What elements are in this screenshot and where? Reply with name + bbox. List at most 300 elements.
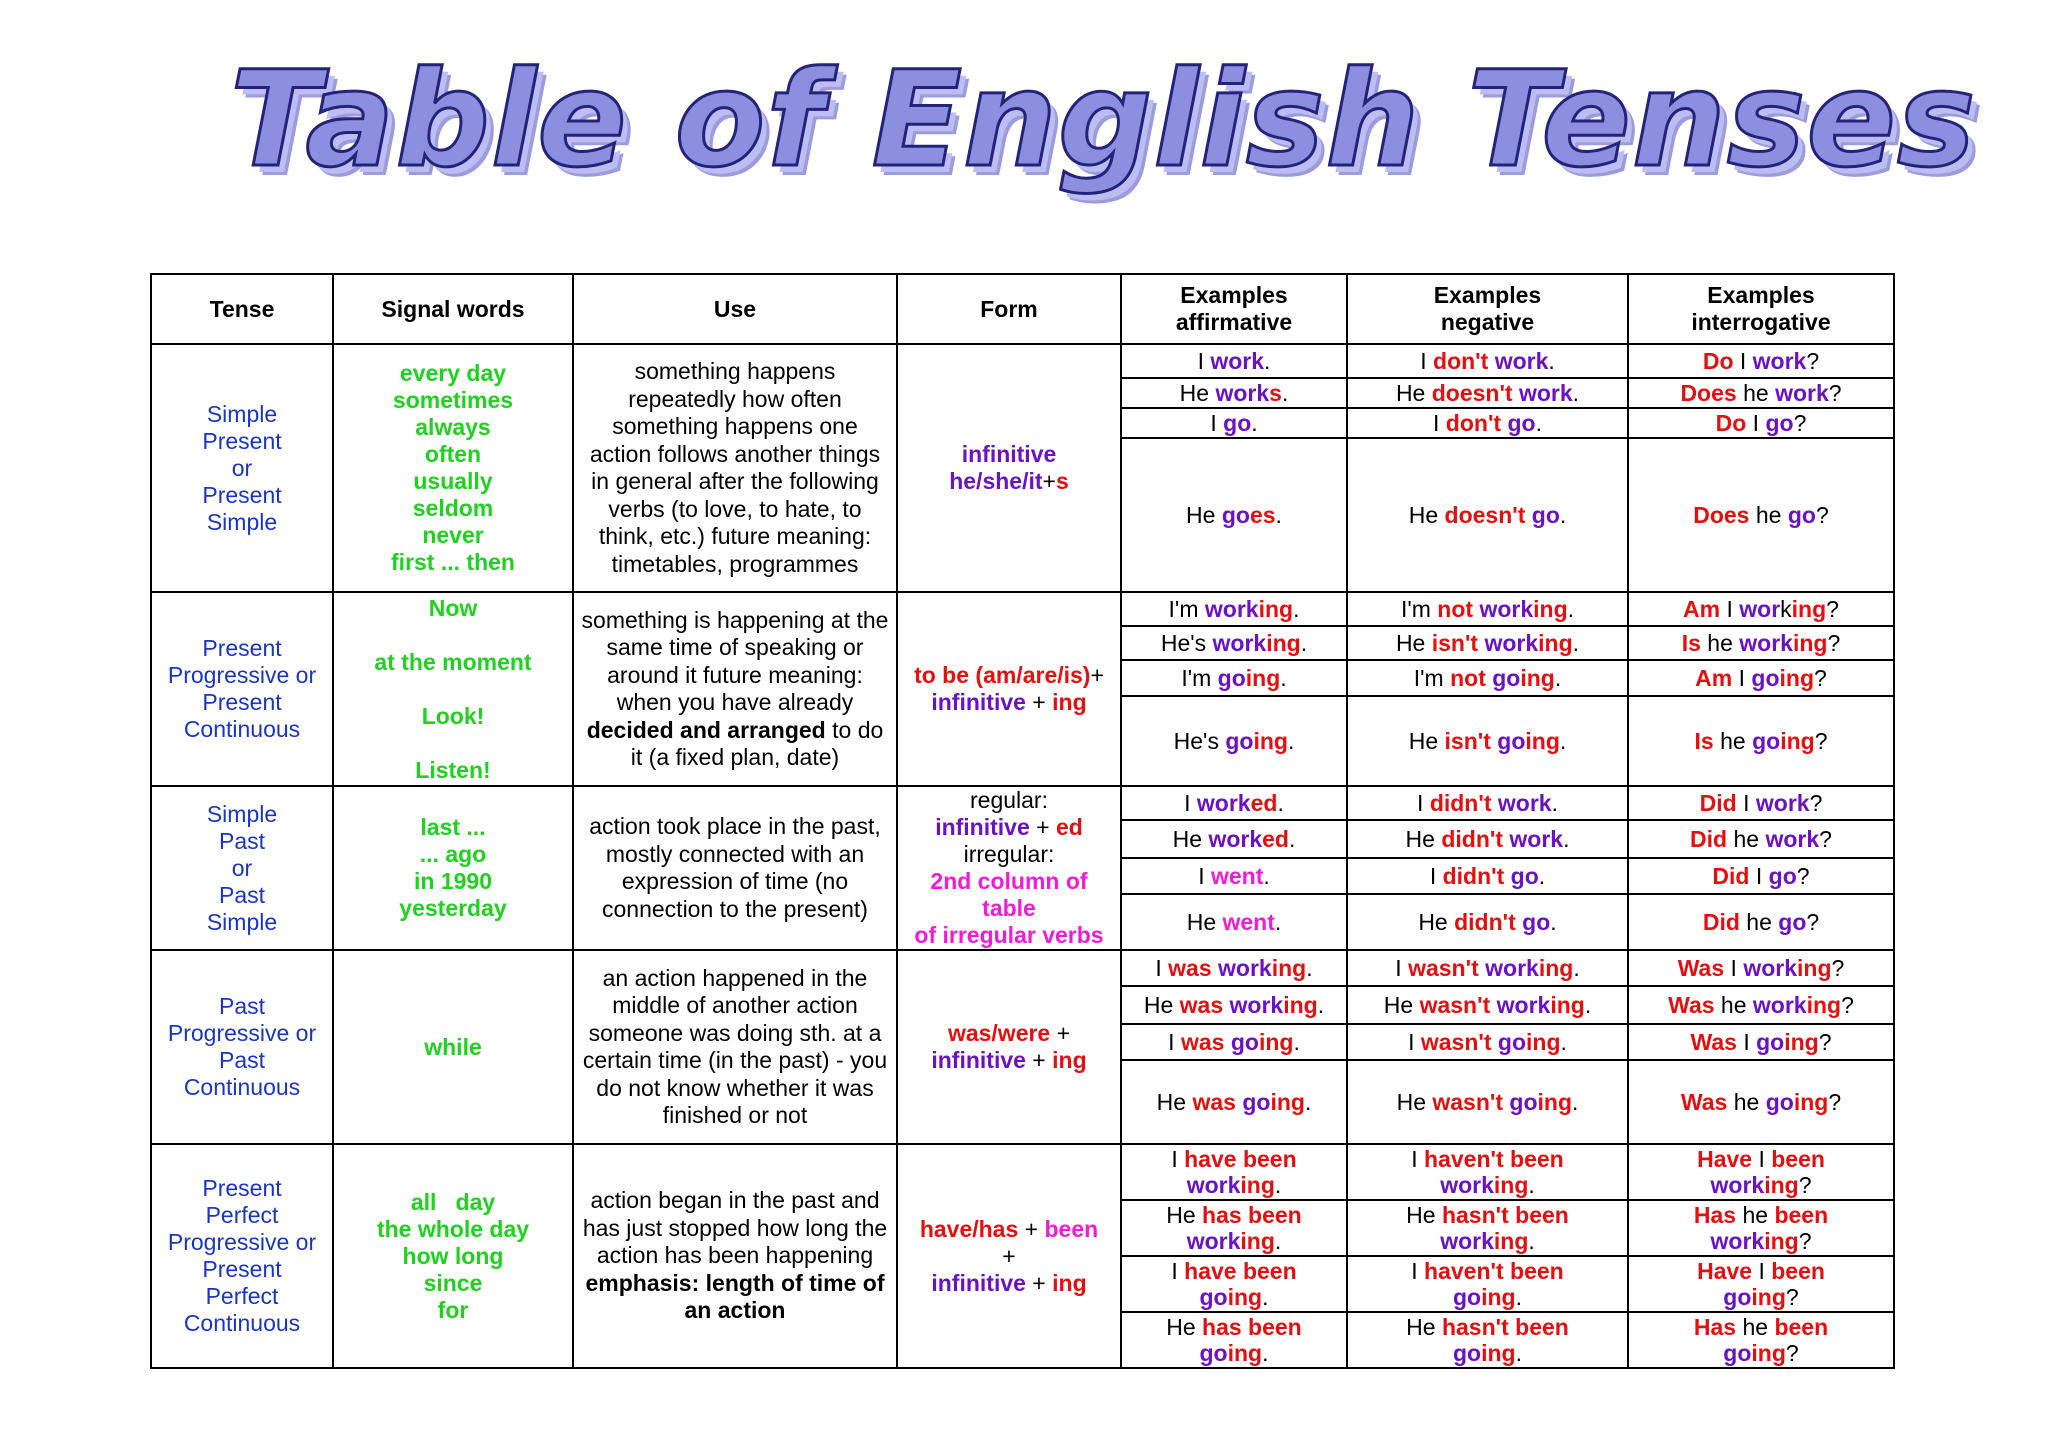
signal-word: sometimes [392,387,514,413]
example-part: Do [1715,409,1747,436]
example-part: Has [1693,1202,1737,1228]
example-part: ? [1814,727,1828,754]
example-part: . [1572,1088,1579,1115]
example-affirmative [1121,986,1347,1024]
example-part: work [1186,1228,1241,1254]
example-part: I [1749,862,1769,889]
tense-name-line: Present [202,689,282,715]
tense-name-cell [151,786,333,950]
example-part: I [1197,347,1211,374]
example-part: he [1736,1202,1775,1228]
signal-words-cell [333,592,573,786]
example-part: . [1551,789,1558,816]
header-examples-affirmative [1121,274,1347,344]
example-part: . [1560,1028,1567,1055]
tense-name-line: Progressive or [167,1229,317,1255]
example-part: work [1218,954,1272,981]
example-negative [1347,894,1628,950]
example-part: . [1535,409,1542,436]
example-negative [1347,1144,1628,1200]
example-interrogative [1628,696,1894,786]
example-part: . [1572,629,1580,656]
signal-words-cell [333,1144,573,1368]
example-interrogative [1628,1060,1894,1144]
use-cell [573,1144,897,1368]
example-part: work [1485,954,1539,981]
example-part: work [1710,1228,1765,1254]
example-part: He [1172,825,1209,852]
form-part: ed [1055,814,1083,840]
signal-word: in 1990 [414,868,492,894]
example-part: Did [1712,862,1750,889]
form-line [903,1270,1115,1297]
signal-word: while [424,1033,482,1060]
table-row-simple-past [151,786,1894,820]
example-part: . [1584,991,1592,1018]
example-part: work [1710,1172,1765,1198]
example-part: . [1300,629,1308,656]
form-part: infinitive [931,1047,1026,1073]
signal-word: since [423,1269,483,1296]
example-part: Am [1695,664,1733,691]
example-part: ? [1785,1284,1799,1310]
example-part: He [1406,1314,1442,1340]
tense-name-line: Simple [206,508,278,535]
form-part: was/were [947,1020,1051,1046]
form-line [903,1047,1115,1074]
example-part: . [1548,347,1555,374]
signal-word: all day [410,1188,496,1215]
example-part: work [1509,825,1564,852]
example-part: He [1383,991,1420,1018]
table-row-present-perfect-progressive [151,1144,1894,1200]
example-part: s [1269,379,1282,406]
example-part: Am [1683,595,1721,622]
example-part: I [1736,1028,1757,1055]
use-text: something happens repeatedly how often something happens one action follows another things in general after the following verbs (to love, to hate, to think, etc.) future meaning: timetables, programmes [589,358,881,577]
example-part: go [1223,409,1252,436]
example-part: ing [1751,1340,1786,1366]
example-part: ing [1806,991,1842,1018]
example-interrogative [1628,986,1894,1024]
example-part: work [1752,991,1807,1018]
tense-name-line: Perfect [205,1202,279,1228]
form-cell [897,592,1121,786]
tense-name-cell [151,950,333,1144]
example-part: ing [1797,954,1832,981]
signal-word: Now [428,594,478,621]
header-form: Form [897,274,1121,344]
use-cell [573,950,897,1144]
example-part: He [1179,379,1216,406]
example-part: . [1554,664,1562,691]
example-part: . [1274,1228,1282,1254]
tense-name-line: Simple [206,908,278,935]
example-part: . [1559,727,1567,754]
example-part: I [1752,1258,1772,1284]
example-part: work [1496,991,1551,1018]
example-affirmative [1121,786,1347,820]
form-part: + [1025,1047,1053,1073]
example-part: I [1732,664,1752,691]
example-affirmative [1121,820,1347,858]
tense-name-line: Present [202,1175,282,1201]
form-line [903,441,1115,468]
example-part: he [1714,991,1753,1018]
example-part: I [1395,954,1409,981]
example-interrogative [1628,950,1894,986]
example-part: He [1166,1314,1203,1340]
example-part: . [1263,862,1270,889]
example-part: ing [1792,629,1828,656]
example-part: ing [1227,1284,1263,1310]
example-part: go [1723,1340,1752,1366]
example-part: He [1186,908,1223,935]
example-part: work [1212,629,1267,656]
example-part: Has [1693,1314,1737,1340]
example-part: doesn't [1431,379,1513,406]
tense-name-cell [151,592,333,786]
form-line: regular: [970,787,1048,813]
example-part: he [1739,908,1779,935]
example-part: was [1179,991,1224,1018]
example-part: . [1281,379,1289,406]
example-part: didn't [1442,862,1505,889]
example-part: ? [1785,1340,1799,1366]
example-part: ing [1481,1284,1516,1310]
example-part: wor [1739,595,1781,622]
example-part: He [1408,727,1445,754]
example-part: go [1509,1088,1538,1115]
example-part: hasn't been [1441,1314,1569,1340]
example-part: He [1186,501,1222,528]
example-part: He [1156,1088,1193,1115]
example-interrogative [1628,344,1894,378]
example-interrogative [1628,820,1894,858]
example-part: Was [1690,1028,1737,1055]
example-part: work [1497,789,1552,816]
tense-name-line: Simple [206,800,278,827]
example-part: work [1440,1228,1494,1254]
example-part: He [1395,629,1432,656]
example-part: ing [1526,1028,1561,1055]
example-part: go [1242,1088,1271,1115]
example-negative [1347,408,1628,438]
form-line [903,1216,1115,1243]
example-part: work [1208,825,1263,852]
example-part: He [1166,1202,1203,1228]
example-part: go [1199,1340,1228,1366]
example-negative [1347,696,1628,786]
example-part: ing [1253,727,1288,754]
example-part: go [1751,664,1780,691]
tense-name-line: Continuous [183,716,301,742]
example-part: . [1572,379,1580,406]
example-interrogative [1628,786,1894,820]
signal-word: yesterday [399,895,507,921]
example-part: work [1196,789,1251,816]
example-part: ing [1525,727,1560,754]
example-part: I'm [1413,664,1451,691]
example-affirmative [1121,592,1347,626]
example-part: I [1736,789,1756,816]
example-part: . [1528,1172,1535,1198]
example-interrogative [1628,626,1894,660]
form-part: ing [1052,1269,1087,1296]
example-part: ing [1780,727,1815,754]
example-negative [1347,438,1628,592]
example-part: went [1211,862,1264,889]
signal-word: always [415,414,491,440]
example-part: work [1743,954,1797,981]
example-affirmative [1121,894,1347,950]
example-part: . [1317,991,1325,1018]
example-negative [1347,820,1628,858]
example-part: work [1215,379,1270,406]
example-part: . [1275,501,1282,528]
example-negative [1347,344,1628,378]
header-examples-interrogative [1628,274,1894,344]
form-part: to be (am/are/is) [914,662,1091,688]
table-row-simple-present [151,344,1894,378]
example-part: work [1186,1172,1241,1198]
use-text-emphasis: emphasis: length of time of an action [585,1269,885,1324]
example-interrogative [1628,408,1894,438]
use-text: to do it (a fixed plan, date) [630,716,884,770]
signal-word: often [424,441,482,467]
form-line [903,689,1115,716]
example-part: . [1274,908,1282,935]
example-part: . [1550,908,1557,935]
signal-word [339,730,567,757]
example-part: ing [1779,664,1815,691]
form-part: + [1025,689,1053,715]
example-part: he [1749,501,1788,528]
form-line: irregular: [963,841,1055,867]
example-part: go [1510,862,1539,889]
example-affirmative [1121,1200,1347,1256]
example-part: go [1230,1028,1259,1055]
example-part: he [1727,825,1766,852]
signal-word: how long [402,1242,504,1269]
example-part: ing [1266,629,1301,656]
table-row-present-progressive [151,592,1894,626]
example-part: doesn't [1444,501,1526,528]
example-part: go [1756,1028,1785,1055]
example-part: work [1210,347,1265,374]
example-part: isn't [1444,727,1491,754]
example-interrogative [1628,894,1894,950]
example-part: . [1563,825,1570,852]
example-affirmative [1121,1256,1347,1312]
use-cell [573,786,897,950]
example-negative [1347,950,1628,986]
example-affirmative [1121,1024,1347,1060]
tense-name-line: Progressive or [167,662,317,688]
example-part: I [1420,347,1434,374]
example-part: ? [1818,1028,1832,1055]
example-part: ing [1240,1172,1275,1198]
signal-word: every day [399,360,507,386]
example-negative [1347,1312,1628,1368]
example-part: Is [1681,629,1701,656]
example-part: k [1780,595,1792,622]
example-negative [1347,1060,1628,1144]
signal-words-cell [333,950,573,1144]
example-part: I [1171,1146,1185,1172]
example-part: . [1567,595,1575,622]
form-part: s [1055,468,1069,494]
example-part: go [1453,1284,1482,1310]
example-affirmative [1121,1144,1347,1200]
example-part: . [1515,1284,1522,1310]
example-interrogative [1628,1256,1894,1312]
form-part: + [1042,468,1056,494]
tense-name-line: Past [218,827,266,854]
example-part: . [1277,789,1284,816]
tense-name-line: Continuous [183,1310,301,1336]
example-part: ing [1764,1172,1799,1198]
form-line: of irregular verbs [914,922,1104,948]
example-negative [1347,378,1628,408]
example-interrogative [1628,1024,1894,1060]
example-part: work [1765,825,1820,852]
example-part: ? [1809,789,1823,816]
example-part: has been [1202,1202,1302,1228]
example-affirmative [1121,858,1347,894]
example-part: work [1204,595,1259,622]
example-part: go [1492,664,1521,691]
example-part: ? [1841,991,1854,1018]
example-interrogative [1628,1312,1894,1368]
header-use: Use [573,274,897,344]
example-part: didn't [1429,789,1492,816]
signal-word: Look! [421,702,485,729]
example-part: . [1262,1284,1269,1310]
header-label: interrogative [1691,309,1831,335]
example-part: work [1494,347,1549,374]
example-part: He [1418,908,1455,935]
example-interrogative [1628,858,1894,894]
example-part: hasn't been [1441,1202,1569,1228]
example-part: . [1293,595,1300,622]
use-cell [573,592,897,786]
example-part: wasn't [1408,954,1479,981]
example-part: work [1518,379,1573,406]
example-part: ing [1537,1088,1573,1115]
signal-word: ... ago [419,841,487,867]
use-text-emphasis: decided and arranged [586,716,826,743]
form-part: ing [1052,1047,1087,1073]
form-part: infinitive [931,689,1026,715]
example-interrogative [1628,378,1894,408]
example-part: Does [1693,501,1750,528]
form-part: + [1090,662,1104,688]
example-part: I [1184,789,1197,816]
example-part: work [1739,629,1793,656]
form-line [903,662,1115,689]
use-text: action took place in the past, mostly connected with an expression of time (no connection to the present) [589,813,881,922]
example-part: have been [1184,1146,1297,1172]
example-part: . [1280,664,1287,691]
example-part: ing [1283,991,1318,1018]
example-part: I [1210,409,1224,436]
tense-name-cell [151,1144,333,1368]
example-part: I [1411,1146,1425,1172]
example-part: ed [1250,789,1278,816]
example-part: Did [1699,789,1737,816]
example-affirmative [1121,626,1347,660]
page-title: Table of English Tenses [230,43,1977,197]
example-part: go [1778,908,1807,935]
example-part: ? [1828,1088,1842,1115]
form-part: + [1029,814,1056,840]
example-part: go [1497,1028,1527,1055]
example-part: ing [1538,954,1574,981]
example-affirmative [1121,696,1347,786]
signal-word: Listen! [415,756,491,783]
example-part: ? [1806,908,1820,935]
example-part: ing [1258,1028,1294,1055]
form-line: + [1002,1242,1016,1269]
example-part: ? [1827,629,1841,656]
example-part: ? [1826,595,1839,622]
example-part: ing [1520,664,1555,691]
use-text: action began in the past and has just stopped how long the action has been happening [582,1187,888,1269]
example-part: go [1225,727,1254,754]
example-part: . [1262,1340,1269,1366]
example-part: was [1180,1028,1225,1055]
example-part: Did [1702,908,1740,935]
example-part: I [1429,862,1443,889]
table-header-row [151,274,1894,344]
example-part: isn't [1431,629,1479,656]
example-part: go [1199,1284,1228,1310]
example-part: I [1417,789,1430,816]
example-part: go [1765,1088,1794,1115]
tense-name-line: Past [218,1047,266,1073]
example-part: ? [1831,954,1845,981]
example-part: . [1287,727,1295,754]
example-part: ing [1271,954,1307,981]
example-part: he [1736,1314,1775,1340]
example-part: haven't been [1424,1258,1564,1284]
tense-name-line: Simple [206,400,278,427]
header-label: Examples [1707,282,1815,308]
example-affirmative [1121,378,1347,408]
example-affirmative [1121,408,1347,438]
example-part: ing [1258,595,1294,622]
form-line: 2nd column of table [930,868,1088,921]
example-part: wasn't [1432,1088,1504,1115]
example-part: ? [1798,1228,1812,1254]
example-part: ing [1270,1088,1305,1115]
example-part: . [1559,501,1567,528]
signal-words-cell [333,786,573,950]
header-signal-words: Signal words [333,274,573,344]
signal-word: first ... then [391,549,515,575]
example-part: I [1746,409,1766,436]
example-part: was [1192,1088,1236,1115]
example-part: didn't [1441,825,1503,852]
example-affirmative [1121,1312,1347,1368]
example-part: work [1775,379,1829,406]
example-part: I'm [1168,595,1205,622]
example-part: work [1479,595,1534,622]
form-part: ing [1052,689,1087,715]
example-part: . [1306,954,1313,981]
signal-word: never [422,522,484,548]
